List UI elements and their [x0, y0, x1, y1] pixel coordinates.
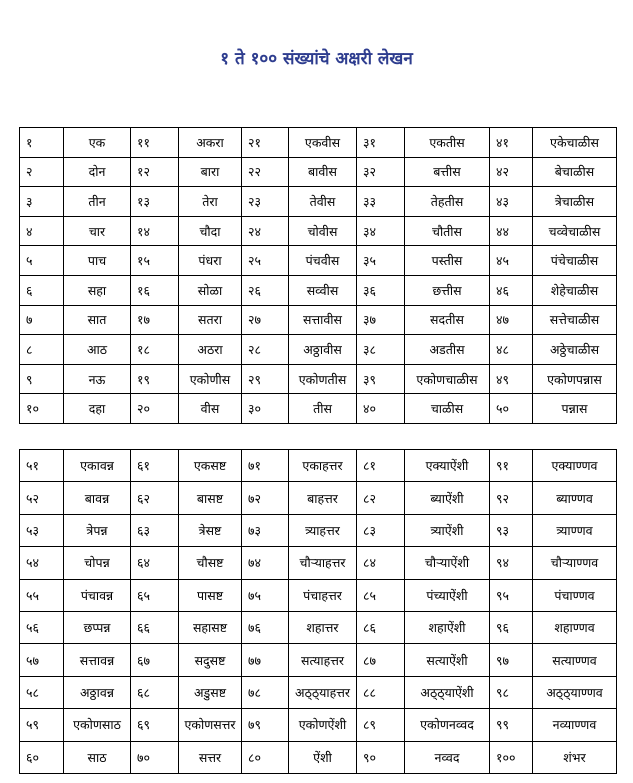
word-cell: पंचावन्न	[64, 579, 131, 611]
number-cell: २	[20, 157, 64, 187]
number-cell: ४०	[357, 394, 405, 424]
number-cell: ४८	[490, 335, 533, 365]
word-cell: दोन	[64, 157, 131, 187]
number-cell: ५७	[20, 644, 64, 676]
number-cell: ७१	[242, 450, 289, 482]
word-cell: ब्याण्णव	[533, 482, 617, 514]
word-cell: बावीस	[289, 157, 357, 187]
number-cell: ७७	[242, 644, 289, 676]
word-cell: चौऱ्याण्णव	[533, 547, 617, 579]
word-cell: त्र्याऐंशी	[405, 514, 490, 546]
number-cell: ४१	[490, 128, 533, 158]
number-cell: ३४	[357, 216, 405, 246]
number-cell: ३६	[357, 275, 405, 305]
word-cell: छत्तीस	[405, 275, 490, 305]
word-cell: सत्तावन्न	[64, 644, 131, 676]
number-cell: ७५	[242, 579, 289, 611]
word-cell: पन्नास	[533, 394, 617, 424]
word-cell: अडुसष्ट	[179, 676, 242, 708]
word-cell: आठ	[64, 335, 131, 365]
word-cell: सोळा	[179, 275, 242, 305]
number-cell: ९५	[490, 579, 533, 611]
word-cell: अडतीस	[405, 335, 490, 365]
word-cell: चौदा	[179, 216, 242, 246]
number-cell: ४४	[490, 216, 533, 246]
word-cell: शहाऐंशी	[405, 611, 490, 643]
number-cell: २०	[131, 394, 179, 424]
word-cell: एकोणसाठ	[64, 709, 131, 741]
number-cell: ८७	[357, 644, 405, 676]
word-cell: नव्वद	[405, 741, 490, 773]
word-cell: एक्याऐंशी	[405, 450, 490, 482]
number-cell: १८	[131, 335, 179, 365]
word-cell: तेहतीस	[405, 187, 490, 217]
number-cell: ६६	[131, 611, 179, 643]
word-cell: सहासष्ट	[179, 611, 242, 643]
number-cell: ५५	[20, 579, 64, 611]
word-cell: सतरा	[179, 305, 242, 335]
number-cell: ६७	[131, 644, 179, 676]
number-cell: ३५	[357, 246, 405, 276]
number-cell: ५	[20, 246, 64, 276]
table-row	[20, 644, 617, 676]
number-cell: ५१	[20, 450, 64, 482]
table-row	[20, 157, 617, 187]
number-cell: ११	[131, 128, 179, 158]
number-cell: १	[20, 128, 64, 158]
word-cell: तेरा	[179, 187, 242, 217]
number-cell: ३७	[357, 305, 405, 335]
number-cell: ७३	[242, 514, 289, 546]
word-cell: पासष्ट	[179, 579, 242, 611]
word-cell: एकोणपन्नास	[533, 364, 617, 394]
numbers-table-1-to-50	[19, 127, 617, 424]
number-cell: ९९	[490, 709, 533, 741]
word-cell: सत्तर	[179, 741, 242, 773]
number-cell: २२	[242, 157, 289, 187]
table-row	[20, 676, 617, 708]
word-cell: पाच	[64, 246, 131, 276]
word-cell: एकावन्न	[64, 450, 131, 482]
number-cell: ७४	[242, 547, 289, 579]
number-cell: ३	[20, 187, 64, 217]
word-cell: पंचाहत्तर	[289, 579, 357, 611]
number-cell: ६९	[131, 709, 179, 741]
number-cell: ७६	[242, 611, 289, 643]
word-cell: सात	[64, 305, 131, 335]
number-cell: ९	[20, 364, 64, 394]
number-cell: ७	[20, 305, 64, 335]
word-cell: एकोणीस	[179, 364, 242, 394]
number-cell: १९	[131, 364, 179, 394]
table-row	[20, 450, 617, 482]
word-cell: बेचाळीस	[533, 157, 617, 187]
number-cell: २१	[242, 128, 289, 158]
number-cell: ६८	[131, 676, 179, 708]
number-cell: ९७	[490, 644, 533, 676]
word-cell: एकवीस	[289, 128, 357, 158]
number-cell: ९२	[490, 482, 533, 514]
word-cell: नव्याण्णव	[533, 709, 617, 741]
number-cell: ८	[20, 335, 64, 365]
number-cell: ७०	[131, 741, 179, 773]
word-cell: चौतीस	[405, 216, 490, 246]
word-cell: चोवीस	[289, 216, 357, 246]
word-cell: पंचेचाळीस	[533, 246, 617, 276]
word-cell: त्रेसष्ट	[179, 514, 242, 546]
table-row	[20, 514, 617, 546]
word-cell: ब्याऐंशी	[405, 482, 490, 514]
number-cell: ९४	[490, 547, 533, 579]
number-cell: ४५	[490, 246, 533, 276]
word-cell: त्र्याण्णव	[533, 514, 617, 546]
number-cell: ५२	[20, 482, 64, 514]
word-cell: पंचाण्णव	[533, 579, 617, 611]
word-cell: एकतीस	[405, 128, 490, 158]
number-cell: ६१	[131, 450, 179, 482]
word-cell: त्रेपन्न	[64, 514, 131, 546]
number-cell: ३९	[357, 364, 405, 394]
number-cell: १६	[131, 275, 179, 305]
word-cell: एकेचाळीस	[533, 128, 617, 158]
number-cell: ९८	[490, 676, 533, 708]
word-cell: एकोणऐंशी	[289, 709, 357, 741]
word-cell: त्र्याहत्तर	[289, 514, 357, 546]
number-cell: २८	[242, 335, 289, 365]
word-cell: अकरा	[179, 128, 242, 158]
word-cell: दहा	[64, 394, 131, 424]
number-cell: ४७	[490, 305, 533, 335]
word-cell: अठरा	[179, 335, 242, 365]
number-cell: ५८	[20, 676, 64, 708]
number-cell: २३	[242, 187, 289, 217]
number-cell: ५०	[490, 394, 533, 424]
number-cell: ४३	[490, 187, 533, 217]
word-cell: शहाण्णव	[533, 611, 617, 643]
number-cell: २६	[242, 275, 289, 305]
word-cell: अठ्ठ्याहत्तर	[289, 676, 357, 708]
number-cell: ६२	[131, 482, 179, 514]
number-cell: १४	[131, 216, 179, 246]
number-cell: २७	[242, 305, 289, 335]
number-cell: ६०	[20, 741, 64, 773]
number-cell: ८९	[357, 709, 405, 741]
number-cell: ९१	[490, 450, 533, 482]
number-cell: ८५	[357, 579, 405, 611]
number-cell: ८२	[357, 482, 405, 514]
word-cell: एक्याण्णव	[533, 450, 617, 482]
number-cell: ९३	[490, 514, 533, 546]
word-cell: तेवीस	[289, 187, 357, 217]
table-row	[20, 741, 617, 773]
number-cell: ९०	[357, 741, 405, 773]
word-cell: ऐंशी	[289, 741, 357, 773]
word-cell: शहात्तर	[289, 611, 357, 643]
table-row	[20, 364, 617, 394]
word-cell: एकोणचाळीस	[405, 364, 490, 394]
word-cell: सत्तावीस	[289, 305, 357, 335]
number-cell: ५३	[20, 514, 64, 546]
number-cell: ७९	[242, 709, 289, 741]
table-row	[20, 187, 617, 217]
number-cell: २५	[242, 246, 289, 276]
word-cell: सत्याण्णव	[533, 644, 617, 676]
word-cell: सव्वीस	[289, 275, 357, 305]
word-cell: अठ्ठावन्न	[64, 676, 131, 708]
word-cell: तीस	[289, 394, 357, 424]
word-cell: एकोणनव्वद	[405, 709, 490, 741]
number-cell: ३१	[357, 128, 405, 158]
numbers-table-body	[20, 128, 617, 424]
table-row	[20, 709, 617, 741]
word-cell: बत्तीस	[405, 157, 490, 187]
numbers-table-51-to-100	[19, 449, 617, 774]
number-cell: ८८	[357, 676, 405, 708]
word-cell: सत्तेचाळीस	[533, 305, 617, 335]
number-cell: ३२	[357, 157, 405, 187]
word-cell: पस्तीस	[405, 246, 490, 276]
number-cell: ९६	[490, 611, 533, 643]
word-cell: सदुसष्ट	[179, 644, 242, 676]
word-cell: एक	[64, 128, 131, 158]
word-cell: वीस	[179, 394, 242, 424]
word-cell: बाहत्तर	[289, 482, 357, 514]
number-cell: १००	[490, 741, 533, 773]
number-cell: २४	[242, 216, 289, 246]
word-cell: त्रेचाळीस	[533, 187, 617, 217]
number-cell: ७२	[242, 482, 289, 514]
word-cell: पंच्याऐंशी	[405, 579, 490, 611]
number-cell: ८३	[357, 514, 405, 546]
word-cell: अठ्ठेचाळीस	[533, 335, 617, 365]
word-cell: सत्याहत्तर	[289, 644, 357, 676]
word-cell: साठ	[64, 741, 131, 773]
word-cell: पंचवीस	[289, 246, 357, 276]
word-cell: चौऱ्याहत्तर	[289, 547, 357, 579]
word-cell: चार	[64, 216, 131, 246]
table-row	[20, 335, 617, 365]
number-cell: ६५	[131, 579, 179, 611]
numbers-table-body	[20, 450, 617, 774]
word-cell: चाळीस	[405, 394, 490, 424]
number-cell: १५	[131, 246, 179, 276]
word-cell: चौसष्ट	[179, 547, 242, 579]
number-cell: ८४	[357, 547, 405, 579]
number-cell: ४२	[490, 157, 533, 187]
number-cell: ६४	[131, 547, 179, 579]
table-row	[20, 547, 617, 579]
word-cell: चोपन्न	[64, 547, 131, 579]
table-row	[20, 305, 617, 335]
word-cell: नऊ	[64, 364, 131, 394]
word-cell: बासष्ट	[179, 482, 242, 514]
number-cell: ५९	[20, 709, 64, 741]
number-cell: ८६	[357, 611, 405, 643]
table-row	[20, 246, 617, 276]
word-cell: एकसष्ट	[179, 450, 242, 482]
number-cell: ६३	[131, 514, 179, 546]
number-cell: ८१	[357, 450, 405, 482]
number-cell: ८०	[242, 741, 289, 773]
word-cell: चव्वेचाळीस	[533, 216, 617, 246]
word-cell: अठ्ठ्याण्णव	[533, 676, 617, 708]
word-cell: छप्पन्न	[64, 611, 131, 643]
word-cell: सदतीस	[405, 305, 490, 335]
word-cell: एकोणतीस	[289, 364, 357, 394]
number-cell: ७८	[242, 676, 289, 708]
page-title: १ ते १०० संख्यांचे अक्षरी लेखन	[220, 49, 413, 69]
number-cell: ४६	[490, 275, 533, 305]
number-cell: ५४	[20, 547, 64, 579]
word-cell: एकाहत्तर	[289, 450, 357, 482]
word-cell: अठ्ठ्याऐंशी	[405, 676, 490, 708]
word-cell: चौऱ्याऐंशी	[405, 547, 490, 579]
word-cell: पंधरा	[179, 246, 242, 276]
word-cell: बावन्न	[64, 482, 131, 514]
number-cell: २९	[242, 364, 289, 394]
number-cell: १०	[20, 394, 64, 424]
number-cell: ४	[20, 216, 64, 246]
number-cell: ३०	[242, 394, 289, 424]
word-cell: एकोणसत्तर	[179, 709, 242, 741]
word-cell: तीन	[64, 187, 131, 217]
number-cell: ३३	[357, 187, 405, 217]
word-cell: अठ्ठावीस	[289, 335, 357, 365]
number-cell: १३	[131, 187, 179, 217]
table-row	[20, 216, 617, 246]
table-row	[20, 394, 617, 424]
word-cell: सत्याऐंशी	[405, 644, 490, 676]
table-row	[20, 128, 617, 158]
table-row	[20, 482, 617, 514]
word-cell: शंभर	[533, 741, 617, 773]
word-cell: सहा	[64, 275, 131, 305]
number-cell: १७	[131, 305, 179, 335]
number-cell: १२	[131, 157, 179, 187]
number-cell: ३८	[357, 335, 405, 365]
word-cell: बारा	[179, 157, 242, 187]
table-row	[20, 579, 617, 611]
number-cell: ६	[20, 275, 64, 305]
table-row	[20, 611, 617, 643]
number-cell: ४९	[490, 364, 533, 394]
table-row	[20, 275, 617, 305]
number-cell: ५६	[20, 611, 64, 643]
word-cell: शेहेचाळीस	[533, 275, 617, 305]
